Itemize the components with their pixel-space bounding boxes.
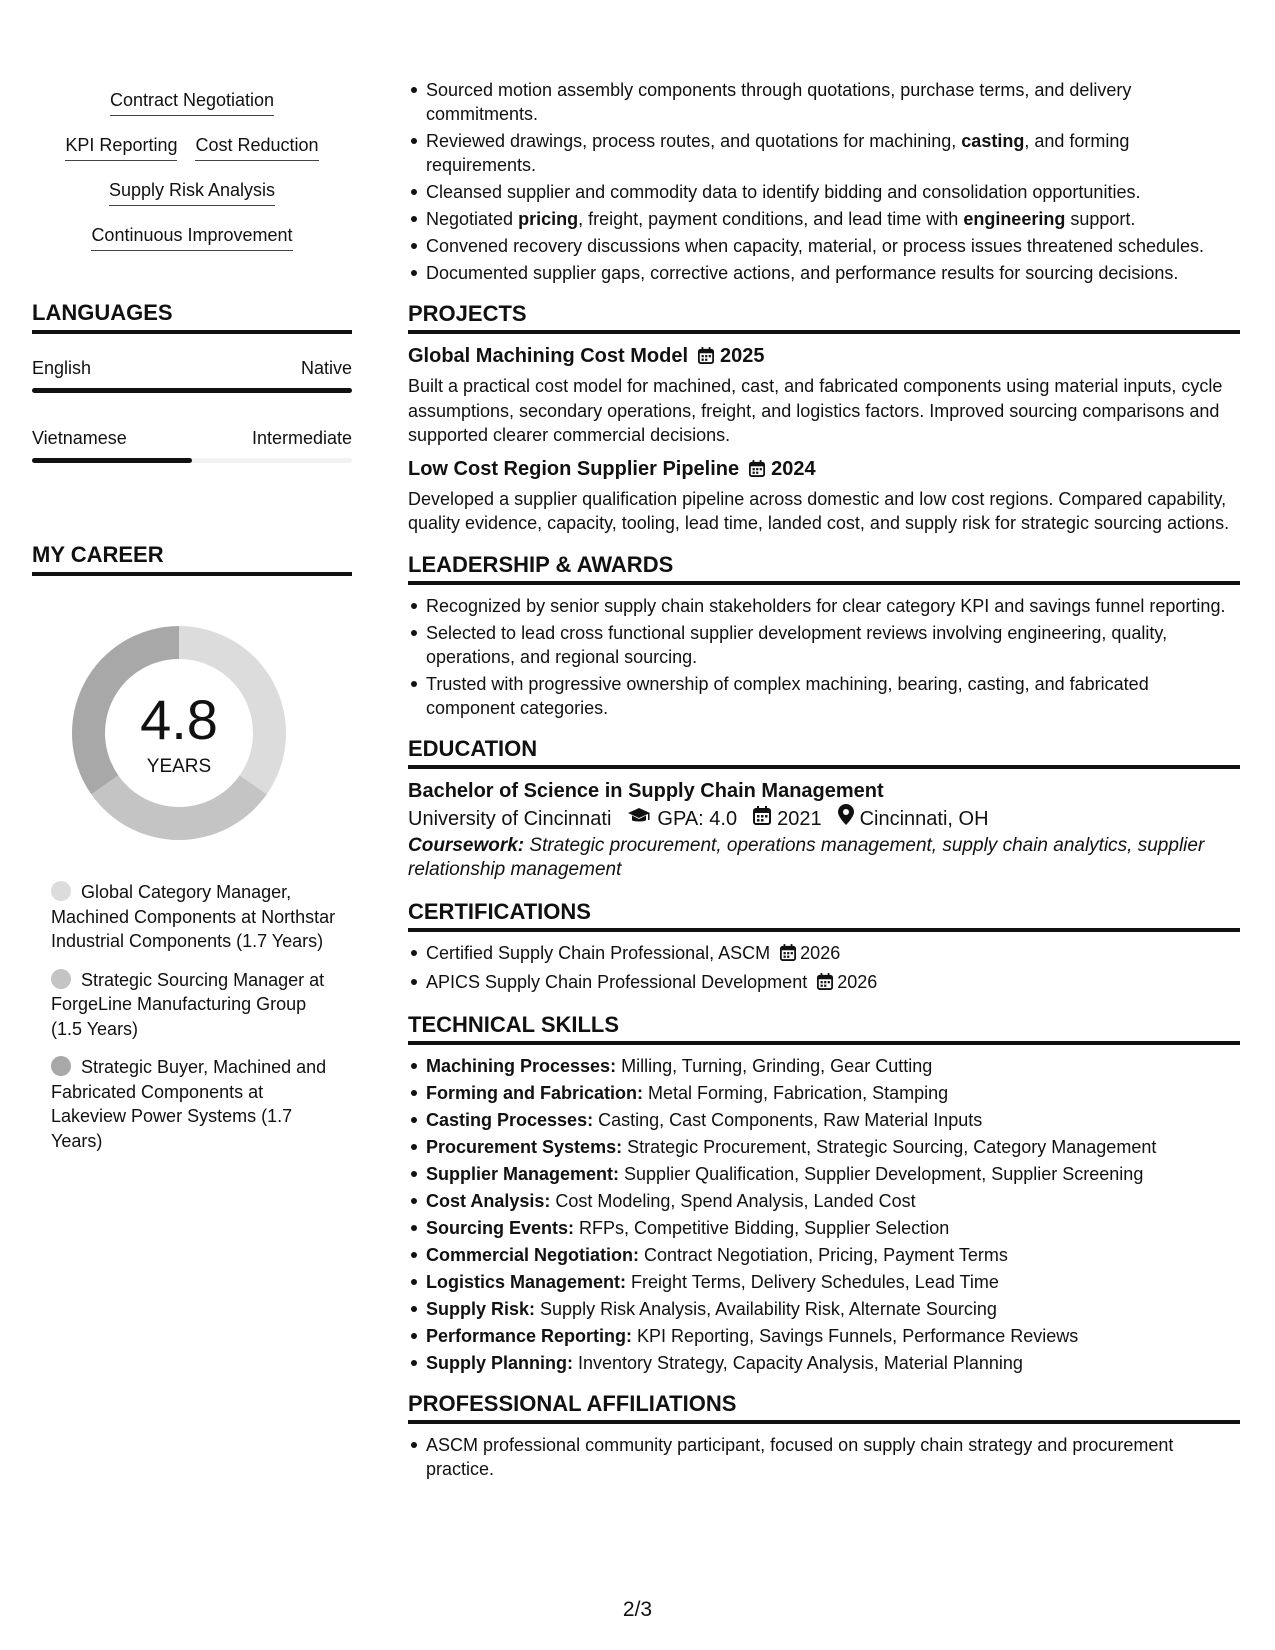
- education-school: University of Cincinnati: [408, 807, 612, 830]
- technical-skill-item: [408, 1216, 1240, 1240]
- technical-skill-item: [408, 1054, 1240, 1078]
- leadership-item: Trusted with progressive ownership of complex machining, bearing, casting, and fabricated component categories.: [408, 672, 1240, 720]
- skill-tag-row: [32, 88, 352, 133]
- leadership-item: Recognized by senior supply chain stakeholders for clear category KPI and savings funnel reporting.: [408, 594, 1240, 618]
- technical-skill-label: Procurement Systems:: [426, 1136, 623, 1157]
- technical-skill-value: KPI Reporting, Savings Funnels, Performance Reviews: [632, 1325, 1079, 1346]
- bullet-keyword: casting: [961, 131, 1025, 151]
- technical-skill-item: [408, 1135, 1240, 1159]
- technical-skill-label: Logistics Management:: [426, 1271, 627, 1292]
- certifications-list: [408, 941, 1240, 996]
- project-year: 2025: [720, 345, 765, 367]
- certification-name: APICS Supply Chain Professional Development: [426, 971, 808, 992]
- career-legend-text: Strategic Sourcing Manager at ForgeLine Manufacturing Group (1.5 Years): [51, 969, 325, 1039]
- affiliation-item: ASCM professional community participant, focused on supply chain strategy and procurement practice.: [408, 1433, 1240, 1481]
- technical-skill-label: Cost Analysis:: [426, 1190, 551, 1211]
- career-total-years: 4.8: [140, 688, 218, 751]
- career-legend-item: [51, 1055, 341, 1153]
- bullet-text: Convened recovery discussions when capacity, material, or process issues threatened schedules.: [426, 236, 1205, 256]
- project-description: Developed a supplier qualification pipeline across domestic and low cost regions. Compared capability, quality evidence, capacity, tooling, lead time, landed cost, and supply risk for strategic sourcing actions.: [408, 488, 1230, 533]
- certifications-heading: CERTIFICATIONS: [408, 899, 1240, 932]
- skill-tag: Supply Risk Analysis: [109, 178, 275, 206]
- technical-skill-item: [408, 1243, 1240, 1267]
- languages-heading: LANGUAGES: [32, 300, 352, 334]
- bullet-keyword: engineering: [963, 209, 1066, 229]
- technical-skill-value: Inventory Strategy, Capacity Analysis, Material Planning: [573, 1352, 1023, 1373]
- technical-skill-item: [408, 1108, 1240, 1132]
- project-title: [408, 456, 1240, 484]
- technical-skill-item: [408, 1189, 1240, 1213]
- technical-skill-label: Performance Reporting:: [426, 1325, 633, 1346]
- map-pin-icon: [838, 804, 854, 834]
- project-name: Global Machining Cost Model: [408, 345, 688, 367]
- experience-bullet: [408, 234, 1240, 258]
- skill-tags: [32, 88, 352, 268]
- experience-bullet: [408, 261, 1240, 285]
- technical-skill-item: [408, 1162, 1240, 1186]
- experience-bullet: [408, 129, 1240, 177]
- language-proficiency-bar: [32, 458, 352, 463]
- technical-skill-label: Supply Planning:: [426, 1352, 573, 1373]
- experience-bullet: [408, 180, 1240, 204]
- experience-bullet: [408, 78, 1240, 126]
- project-year: 2024: [771, 457, 816, 480]
- career-legend-text: Global Category Manager, Machined Components at Northstar Industrial Components (1.7 Years): [51, 882, 336, 951]
- main-content: [408, 78, 1240, 1484]
- education-location: Cincinnati, OH: [859, 807, 989, 830]
- technical-skill-label: Commercial Negotiation:: [426, 1244, 640, 1265]
- technical-skill-item: [408, 1324, 1240, 1348]
- sidebar: [32, 0, 352, 1650]
- project-description: Built a practical cost model for machined, cast, and fabricated components using material inputs, cycle assumptions, secondary operations, freight, and logistics factors. Improved sourcing comparisons and supported clearer commercial decisions.: [408, 376, 1223, 445]
- language-vietnamese: [32, 428, 352, 463]
- graduation-cap-icon: [627, 804, 651, 834]
- career-legend-dot: [51, 969, 71, 989]
- calendar-icon: [753, 804, 771, 834]
- technical-skill-label: Sourcing Events:: [426, 1217, 575, 1238]
- technical-skill-value: Supplier Qualification, Supplier Development, Supplier Screening: [619, 1163, 1144, 1184]
- career-legend: [51, 880, 341, 1167]
- technical-skill-value: Milling, Turning, Grinding, Gear Cutting: [616, 1055, 933, 1076]
- education-coursework: [408, 834, 1240, 883]
- language-level: Native: [300, 358, 352, 378]
- skill-tag-row: [32, 223, 352, 268]
- skill-tag: Continuous Improvement: [91, 223, 292, 251]
- technical-skill-value: Freight Terms, Delivery Schedules, Lead Time: [626, 1271, 999, 1292]
- bullet-text: Reviewed drawings, process routes, and quotations for machining,: [426, 131, 962, 151]
- language-level: Intermediate: [251, 428, 352, 448]
- technical-skill-value: Strategic Procurement, Strategic Sourcing, Category Management: [622, 1136, 1157, 1157]
- education-gpa: GPA: 4.0: [657, 807, 738, 830]
- calendar-icon: [817, 972, 833, 996]
- skill-tag: Cost Reduction: [195, 133, 318, 161]
- education-degree: Bachelor of Science in Supply Chain Management: [408, 779, 884, 802]
- education-heading: EDUCATION: [408, 736, 1240, 769]
- technical-skills-list: [408, 1054, 1240, 1375]
- technical-skill-item: [408, 1081, 1240, 1105]
- career-legend-dot: [51, 881, 71, 901]
- language-english: [32, 358, 352, 393]
- technical-skill-label: Supply Risk:: [426, 1298, 536, 1319]
- bullet-text: support.: [1065, 209, 1136, 229]
- technical-skill-value: Cost Modeling, Spend Analysis, Landed Cost: [550, 1190, 916, 1211]
- bullet-text: Documented supplier gaps, corrective actions, and performance results for sourcing decisions.: [426, 263, 1179, 283]
- technical-skill-value: Contract Negotiation, Pricing, Payment Terms: [639, 1244, 1008, 1265]
- bullet-text: , and forming requirements.: [426, 131, 1130, 175]
- technical-skill-item: [408, 1351, 1240, 1375]
- coursework-label: Coursework:: [408, 834, 525, 856]
- calendar-icon: [749, 458, 765, 484]
- technical-skill-label: Casting Processes:: [426, 1109, 594, 1130]
- career-donut-chart: [66, 620, 292, 846]
- certification-year: 2026: [800, 942, 841, 963]
- certification-year: 2026: [837, 971, 878, 992]
- education-details: [408, 804, 1240, 834]
- calendar-icon: [698, 345, 714, 371]
- career-legend-text: Strategic Buyer, Machined and Fabricated Components at Lakeview Power Systems (1.7 Years): [51, 1057, 327, 1151]
- calendar-icon: [780, 943, 796, 967]
- language-proficiency-fill: [32, 388, 352, 393]
- language-name: Vietnamese: [32, 428, 127, 448]
- skill-tag: Contract Negotiation: [110, 88, 274, 116]
- projects-heading: PROJECTS: [408, 301, 1240, 334]
- affiliations-list: [408, 1433, 1240, 1481]
- language-name: English: [32, 358, 92, 378]
- education-entry: [408, 778, 1240, 883]
- skill-tag-row: [32, 133, 352, 178]
- career-donut-segment: [91, 775, 267, 840]
- skill-tag: KPI Reporting: [65, 133, 177, 161]
- project-name: Low Cost Region Supplier Pipeline: [408, 457, 740, 480]
- leadership-item: Selected to lead cross functional supplier development reviews involving engineering, quality, operations, and regional sourcing.: [408, 621, 1240, 669]
- project-title: [408, 343, 1240, 371]
- bullet-text: Negotiated: [426, 209, 519, 229]
- technical-skill-label: Forming and Fabrication:: [426, 1082, 644, 1103]
- technical-skill-value: Metal Forming, Fabrication, Stamping: [643, 1082, 949, 1103]
- coursework-text: Strategic procurement, operations management, supply chain analytics, supplier relationship management: [408, 834, 1205, 880]
- education-year: 2021: [777, 807, 822, 830]
- technical-skill-label: Supplier Management:: [426, 1163, 620, 1184]
- technical-skill-value: Casting, Cast Components, Raw Material Inputs: [593, 1109, 983, 1130]
- career-total-unit: YEARS: [146, 756, 212, 777]
- career-legend-dot: [51, 1056, 71, 1076]
- experience-bullets: [408, 78, 1240, 285]
- technical-skill-item: [408, 1297, 1240, 1321]
- career-legend-item: [51, 968, 341, 1042]
- technical-skill-value: RFPs, Competitive Bidding, Supplier Selection: [574, 1217, 950, 1238]
- bullet-keyword: pricing: [518, 209, 579, 229]
- language-proficiency-fill: [32, 458, 192, 463]
- technical-skill-value: Supply Risk Analysis, Availability Risk, Alternate Sourcing: [535, 1298, 997, 1319]
- projects-list: [408, 343, 1240, 536]
- certification-item: [408, 970, 1240, 996]
- experience-bullet: [408, 207, 1240, 231]
- bullet-text: Cleansed supplier and commodity data to identify bidding and consolidation opportunities.: [426, 182, 1141, 202]
- technical-skill-item: [408, 1270, 1240, 1294]
- technical-skills-heading: TECHNICAL SKILLS: [408, 1012, 1240, 1045]
- technical-skill-label: Machining Processes:: [426, 1055, 617, 1076]
- affiliations-heading: PROFESSIONAL AFFILIATIONS: [408, 1391, 1240, 1424]
- certification-name: Certified Supply Chain Professional, ASCM: [426, 942, 771, 963]
- bullet-text: Sourced motion assembly components through quotations, purchase terms, and delivery commitments.: [426, 80, 1132, 124]
- career-legend-item: [51, 880, 341, 954]
- bullet-text: , freight, payment conditions, and lead time with: [578, 209, 964, 229]
- leadership-list: [408, 594, 1240, 720]
- certification-item: [408, 941, 1240, 967]
- skill-tag-row: [32, 178, 352, 223]
- career-heading: MY CAREER: [32, 542, 352, 576]
- page-number: 2/3: [622, 1598, 653, 1621]
- language-proficiency-bar: [32, 388, 352, 393]
- leadership-heading: LEADERSHIP & AWARDS: [408, 552, 1240, 585]
